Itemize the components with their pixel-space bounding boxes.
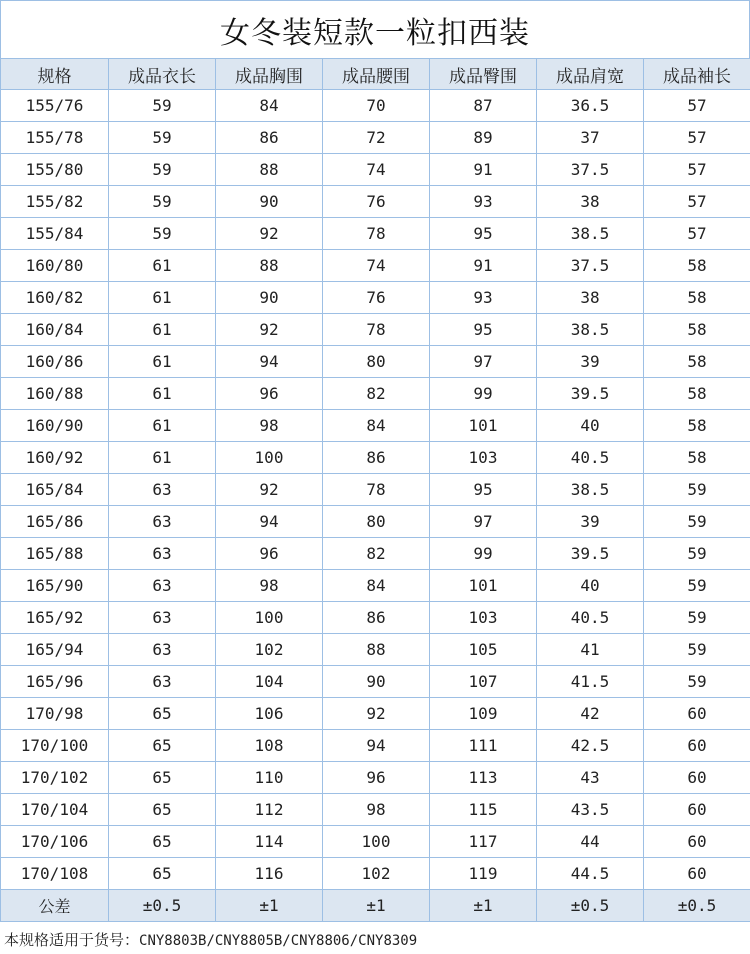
measurement-cell: 74 (323, 154, 430, 186)
applicable-items-note (4, 929, 417, 950)
table-row (1, 250, 750, 282)
table-row (1, 826, 750, 858)
size-cell: 160/90 (1, 410, 109, 442)
measurement-cell: 38.5 (537, 218, 644, 250)
measurement-cell: 63 (109, 538, 216, 570)
measurement-cell: 108 (216, 730, 323, 762)
measurement-cell: 70 (323, 90, 430, 122)
measurement-cell: 78 (323, 314, 430, 346)
measurement-cell: 59 (109, 90, 216, 122)
measurement-cell: 41 (537, 634, 644, 666)
table-row (1, 442, 750, 474)
measurement-cell: 57 (644, 186, 750, 218)
measurement-cell: 57 (644, 90, 750, 122)
measurement-cell: 91 (430, 250, 537, 282)
tolerance-cell: ±0.5 (537, 890, 644, 922)
measurement-cell: 76 (323, 186, 430, 218)
measurement-cell: 99 (430, 378, 537, 410)
measurement-cell: 103 (430, 442, 537, 474)
measurement-cell: 65 (109, 730, 216, 762)
measurement-cell: 57 (644, 218, 750, 250)
table-row (1, 762, 750, 794)
table-header (1, 59, 750, 90)
measurement-cell: 109 (430, 698, 537, 730)
measurement-cell: 59 (644, 602, 750, 634)
size-cell: 165/88 (1, 538, 109, 570)
measurement-cell: 38 (537, 282, 644, 314)
measurement-cell: 59 (109, 218, 216, 250)
table-row (1, 186, 750, 218)
measurement-cell: 65 (109, 858, 216, 890)
table-row (1, 154, 750, 186)
measurement-cell: 36.5 (537, 90, 644, 122)
measurement-cell: 89 (430, 122, 537, 154)
measurement-cell: 60 (644, 826, 750, 858)
measurement-cell: 92 (216, 218, 323, 250)
measurement-cell: 84 (216, 90, 323, 122)
measurement-cell: 59 (109, 186, 216, 218)
table-row (1, 858, 750, 890)
measurement-cell: 58 (644, 378, 750, 410)
measurement-cell: 59 (644, 570, 750, 602)
size-cell: 160/92 (1, 442, 109, 474)
table-row (1, 282, 750, 314)
measurement-cell: 65 (109, 826, 216, 858)
measurement-cell: 98 (216, 410, 323, 442)
table-row (1, 698, 750, 730)
size-cell: 165/94 (1, 634, 109, 666)
header-row (1, 59, 750, 90)
measurement-cell: 38.5 (537, 474, 644, 506)
measurement-cell: 84 (323, 410, 430, 442)
size-cell: 165/86 (1, 506, 109, 538)
column-header: 成品衣长 (109, 59, 216, 90)
measurement-cell: 58 (644, 442, 750, 474)
measurement-cell: 59 (644, 666, 750, 698)
size-cell: 160/86 (1, 346, 109, 378)
table-row (1, 730, 750, 762)
measurement-cell: 95 (430, 474, 537, 506)
measurement-cell: 40.5 (537, 442, 644, 474)
measurement-cell: 59 (109, 122, 216, 154)
measurement-cell: 97 (430, 506, 537, 538)
tolerance-row (1, 890, 750, 922)
table-row (1, 794, 750, 826)
measurement-cell: 116 (216, 858, 323, 890)
measurement-cell: 99 (430, 538, 537, 570)
measurement-cell: 43 (537, 762, 644, 794)
size-cell: 170/106 (1, 826, 109, 858)
measurement-cell: 58 (644, 346, 750, 378)
measurement-cell: 92 (216, 474, 323, 506)
column-header: 成品腰围 (323, 59, 430, 90)
measurement-cell: 78 (323, 474, 430, 506)
measurement-cell: 40 (537, 410, 644, 442)
measurement-cell: 41.5 (537, 666, 644, 698)
table-row (1, 538, 750, 570)
measurement-cell: 86 (323, 602, 430, 634)
measurement-cell: 65 (109, 794, 216, 826)
measurement-cell: 113 (430, 762, 537, 794)
measurement-cell: 82 (323, 378, 430, 410)
measurement-cell: 92 (323, 698, 430, 730)
measurement-cell: 96 (216, 378, 323, 410)
measurement-cell: 94 (323, 730, 430, 762)
measurement-cell: 59 (109, 154, 216, 186)
measurement-cell: 60 (644, 858, 750, 890)
measurement-cell: 80 (323, 346, 430, 378)
measurement-cell: 43.5 (537, 794, 644, 826)
table-row (1, 634, 750, 666)
measurement-cell: 101 (430, 410, 537, 442)
measurement-cell: 39 (537, 346, 644, 378)
measurement-cell: 94 (216, 506, 323, 538)
table-row (1, 474, 750, 506)
measurement-cell: 82 (323, 538, 430, 570)
measurement-cell: 107 (430, 666, 537, 698)
measurement-cell: 100 (216, 602, 323, 634)
size-cell: 170/98 (1, 698, 109, 730)
size-cell: 165/84 (1, 474, 109, 506)
measurement-cell: 63 (109, 666, 216, 698)
measurement-cell: 63 (109, 634, 216, 666)
measurement-cell: 101 (430, 570, 537, 602)
table-row (1, 666, 750, 698)
measurement-cell: 98 (323, 794, 430, 826)
measurement-cell: 60 (644, 794, 750, 826)
measurement-cell: 58 (644, 314, 750, 346)
measurement-cell: 57 (644, 154, 750, 186)
measurement-cell: 97 (430, 346, 537, 378)
tolerance-cell: ±1 (216, 890, 323, 922)
measurement-cell: 39.5 (537, 378, 644, 410)
table-row (1, 218, 750, 250)
measurement-cell: 42 (537, 698, 644, 730)
measurement-cell: 61 (109, 346, 216, 378)
measurement-cell: 103 (430, 602, 537, 634)
table-body (1, 90, 750, 890)
measurement-cell: 102 (216, 634, 323, 666)
measurement-cell: 93 (430, 186, 537, 218)
measurement-cell: 86 (323, 442, 430, 474)
table-row (1, 90, 750, 122)
table-row (1, 506, 750, 538)
measurement-cell: 93 (430, 282, 537, 314)
measurement-cell: 100 (323, 826, 430, 858)
measurement-cell: 60 (644, 730, 750, 762)
chart-title: 女冬装短款一粒扣西装 (0, 0, 750, 58)
measurement-cell: 90 (216, 282, 323, 314)
size-cell: 170/104 (1, 794, 109, 826)
size-cell: 155/76 (1, 90, 109, 122)
measurement-cell: 90 (216, 186, 323, 218)
measurement-cell: 44.5 (537, 858, 644, 890)
measurement-cell: 95 (430, 218, 537, 250)
measurement-cell: 80 (323, 506, 430, 538)
measurement-cell: 111 (430, 730, 537, 762)
measurement-cell: 39.5 (537, 538, 644, 570)
measurement-cell: 63 (109, 474, 216, 506)
table-row (1, 122, 750, 154)
measurement-cell: 90 (323, 666, 430, 698)
measurement-cell: 44 (537, 826, 644, 858)
measurement-cell: 94 (216, 346, 323, 378)
column-header: 规格 (1, 59, 109, 90)
measurement-cell: 61 (109, 442, 216, 474)
size-cell: 155/84 (1, 218, 109, 250)
measurement-cell: 61 (109, 250, 216, 282)
measurement-cell: 115 (430, 794, 537, 826)
measurement-cell: 58 (644, 250, 750, 282)
measurement-cell: 42.5 (537, 730, 644, 762)
measurement-cell: 59 (644, 474, 750, 506)
measurement-cell: 106 (216, 698, 323, 730)
measurement-cell: 96 (323, 762, 430, 794)
column-header: 成品肩宽 (537, 59, 644, 90)
measurement-cell: 117 (430, 826, 537, 858)
measurement-cell: 98 (216, 570, 323, 602)
measurement-cell: 37 (537, 122, 644, 154)
item-codes: CNY8803B/CNY8805B/CNY8806/CNY8309 (139, 933, 418, 949)
size-cell: 155/80 (1, 154, 109, 186)
size-cell: 170/102 (1, 762, 109, 794)
size-table (0, 58, 750, 922)
measurement-cell: 61 (109, 314, 216, 346)
measurement-cell: 58 (644, 282, 750, 314)
size-cell: 160/84 (1, 314, 109, 346)
note-label: 本规格适用于货号： (4, 931, 140, 949)
measurement-cell: 95 (430, 314, 537, 346)
size-cell: 170/100 (1, 730, 109, 762)
measurement-cell: 40 (537, 570, 644, 602)
measurement-cell: 61 (109, 378, 216, 410)
table-row (1, 570, 750, 602)
size-cell: 170/108 (1, 858, 109, 890)
tolerance-cell: ±1 (323, 890, 430, 922)
measurement-cell: 100 (216, 442, 323, 474)
size-cell: 155/82 (1, 186, 109, 218)
measurement-cell: 102 (323, 858, 430, 890)
size-cell: 165/92 (1, 602, 109, 634)
measurement-cell: 110 (216, 762, 323, 794)
tolerance-cell: ±1 (430, 890, 537, 922)
measurement-cell: 104 (216, 666, 323, 698)
measurement-cell: 65 (109, 762, 216, 794)
measurement-cell: 40.5 (537, 602, 644, 634)
table-footer (1, 890, 750, 922)
column-header: 成品臀围 (430, 59, 537, 90)
column-header: 成品胸围 (216, 59, 323, 90)
measurement-cell: 63 (109, 506, 216, 538)
measurement-cell: 96 (216, 538, 323, 570)
measurement-cell: 91 (430, 154, 537, 186)
tolerance-label: 公差 (1, 890, 109, 922)
size-cell: 165/96 (1, 666, 109, 698)
measurement-cell: 37.5 (537, 154, 644, 186)
measurement-cell: 38.5 (537, 314, 644, 346)
column-header: 成品袖长 (644, 59, 750, 90)
measurement-cell: 114 (216, 826, 323, 858)
measurement-cell: 105 (430, 634, 537, 666)
measurement-cell: 38 (537, 186, 644, 218)
measurement-cell: 112 (216, 794, 323, 826)
measurement-cell: 88 (323, 634, 430, 666)
measurement-cell: 60 (644, 698, 750, 730)
table-row (1, 378, 750, 410)
measurement-cell: 92 (216, 314, 323, 346)
measurement-cell: 60 (644, 762, 750, 794)
tolerance-cell: ±0.5 (644, 890, 750, 922)
measurement-cell: 86 (216, 122, 323, 154)
tolerance-cell: ±0.5 (109, 890, 216, 922)
size-cell: 165/90 (1, 570, 109, 602)
table-row (1, 602, 750, 634)
measurement-cell: 119 (430, 858, 537, 890)
table-row (1, 314, 750, 346)
measurement-cell: 61 (109, 410, 216, 442)
measurement-cell: 78 (323, 218, 430, 250)
size-cell: 155/78 (1, 122, 109, 154)
measurement-cell: 74 (323, 250, 430, 282)
measurement-cell: 76 (323, 282, 430, 314)
measurement-cell: 65 (109, 698, 216, 730)
measurement-cell: 57 (644, 122, 750, 154)
measurement-cell: 72 (323, 122, 430, 154)
table-row (1, 346, 750, 378)
table-row (1, 410, 750, 442)
measurement-cell: 63 (109, 570, 216, 602)
measurement-cell: 59 (644, 634, 750, 666)
measurement-cell: 63 (109, 602, 216, 634)
measurement-cell: 59 (644, 538, 750, 570)
measurement-cell: 88 (216, 250, 323, 282)
measurement-cell: 59 (644, 506, 750, 538)
measurement-cell: 87 (430, 90, 537, 122)
size-cell: 160/80 (1, 250, 109, 282)
measurement-cell: 39 (537, 506, 644, 538)
measurement-cell: 37.5 (537, 250, 644, 282)
measurement-cell: 58 (644, 410, 750, 442)
measurement-cell: 61 (109, 282, 216, 314)
size-cell: 160/88 (1, 378, 109, 410)
size-cell: 160/82 (1, 282, 109, 314)
measurement-cell: 84 (323, 570, 430, 602)
measurement-cell: 88 (216, 154, 323, 186)
